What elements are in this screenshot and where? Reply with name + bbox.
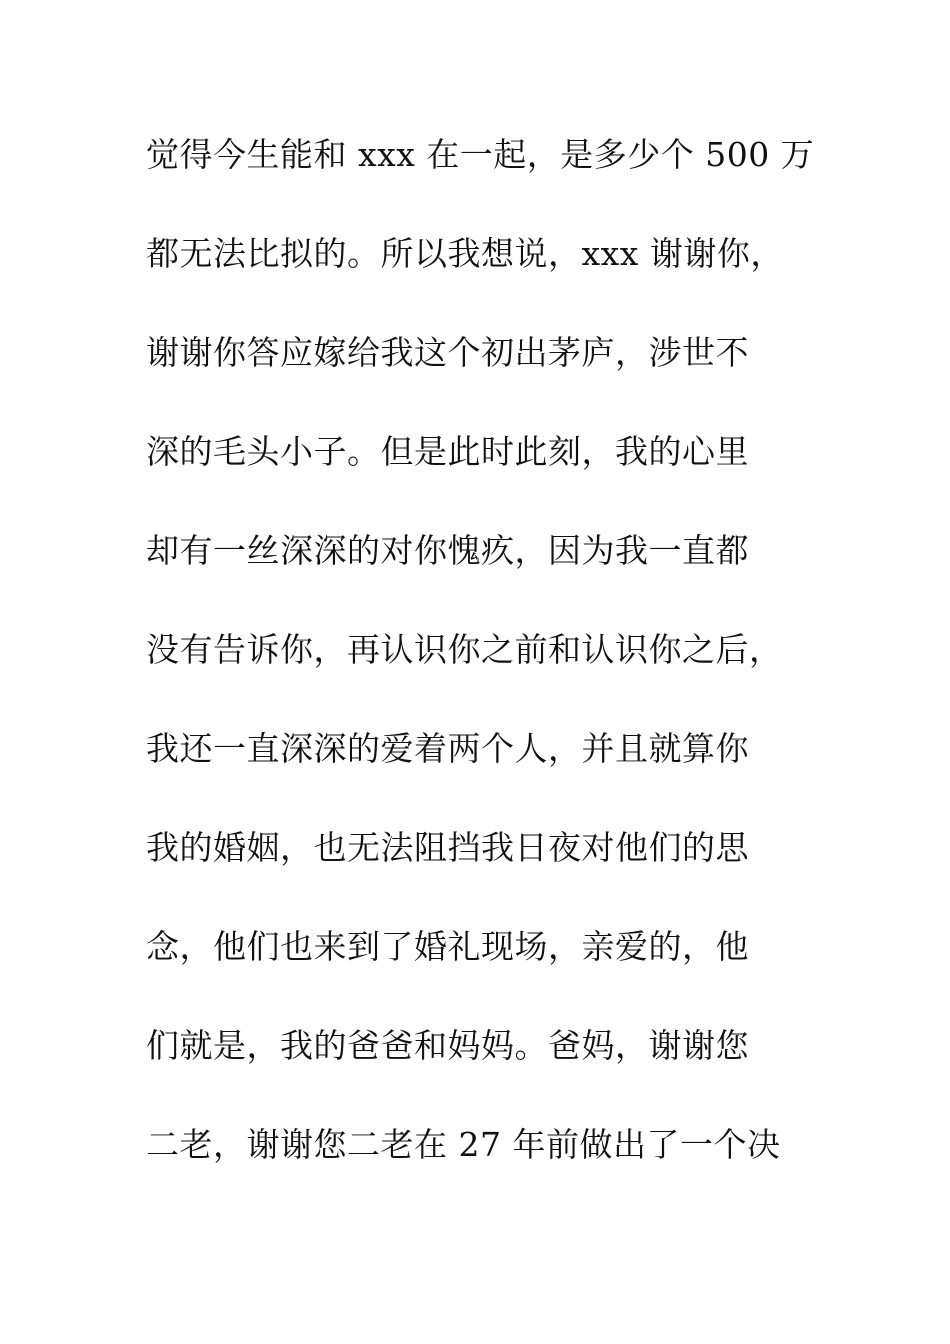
text-line: 们就是，我的爸爸和妈妈。爸妈，谢谢您 [146,1026,749,1065]
text-line: 都无法比拟的。所以我想说，xxx 谢谢你， [146,234,784,273]
body-text [146,130,846,1219]
text-line: 却有一丝深深的对你愧疚，因为我一直都 [146,531,749,570]
text-line: 觉得今生能和 xxx 在一起，是多少个 500 万 [146,135,815,174]
text-line: 念，他们也来到了婚礼现场，亲爱的，他 [146,927,749,966]
text-line: 没有告诉你，再认识你之前和认识你之后， [146,630,783,669]
text-line: 我的婚姻，也无法阻挡我日夜对他们的思 [146,828,749,867]
text-line: 二老，谢谢您二老在 27 年前做出了一个决 [146,1125,781,1164]
text-line: 深的毛头小子。但是此时此刻，我的心里 [146,432,749,471]
text-line: 我还一直深深的爱着两个人，并且就算你 [146,729,749,768]
text-line: 谢谢你答应嫁给我这个初出茅庐，涉世不 [146,333,749,372]
